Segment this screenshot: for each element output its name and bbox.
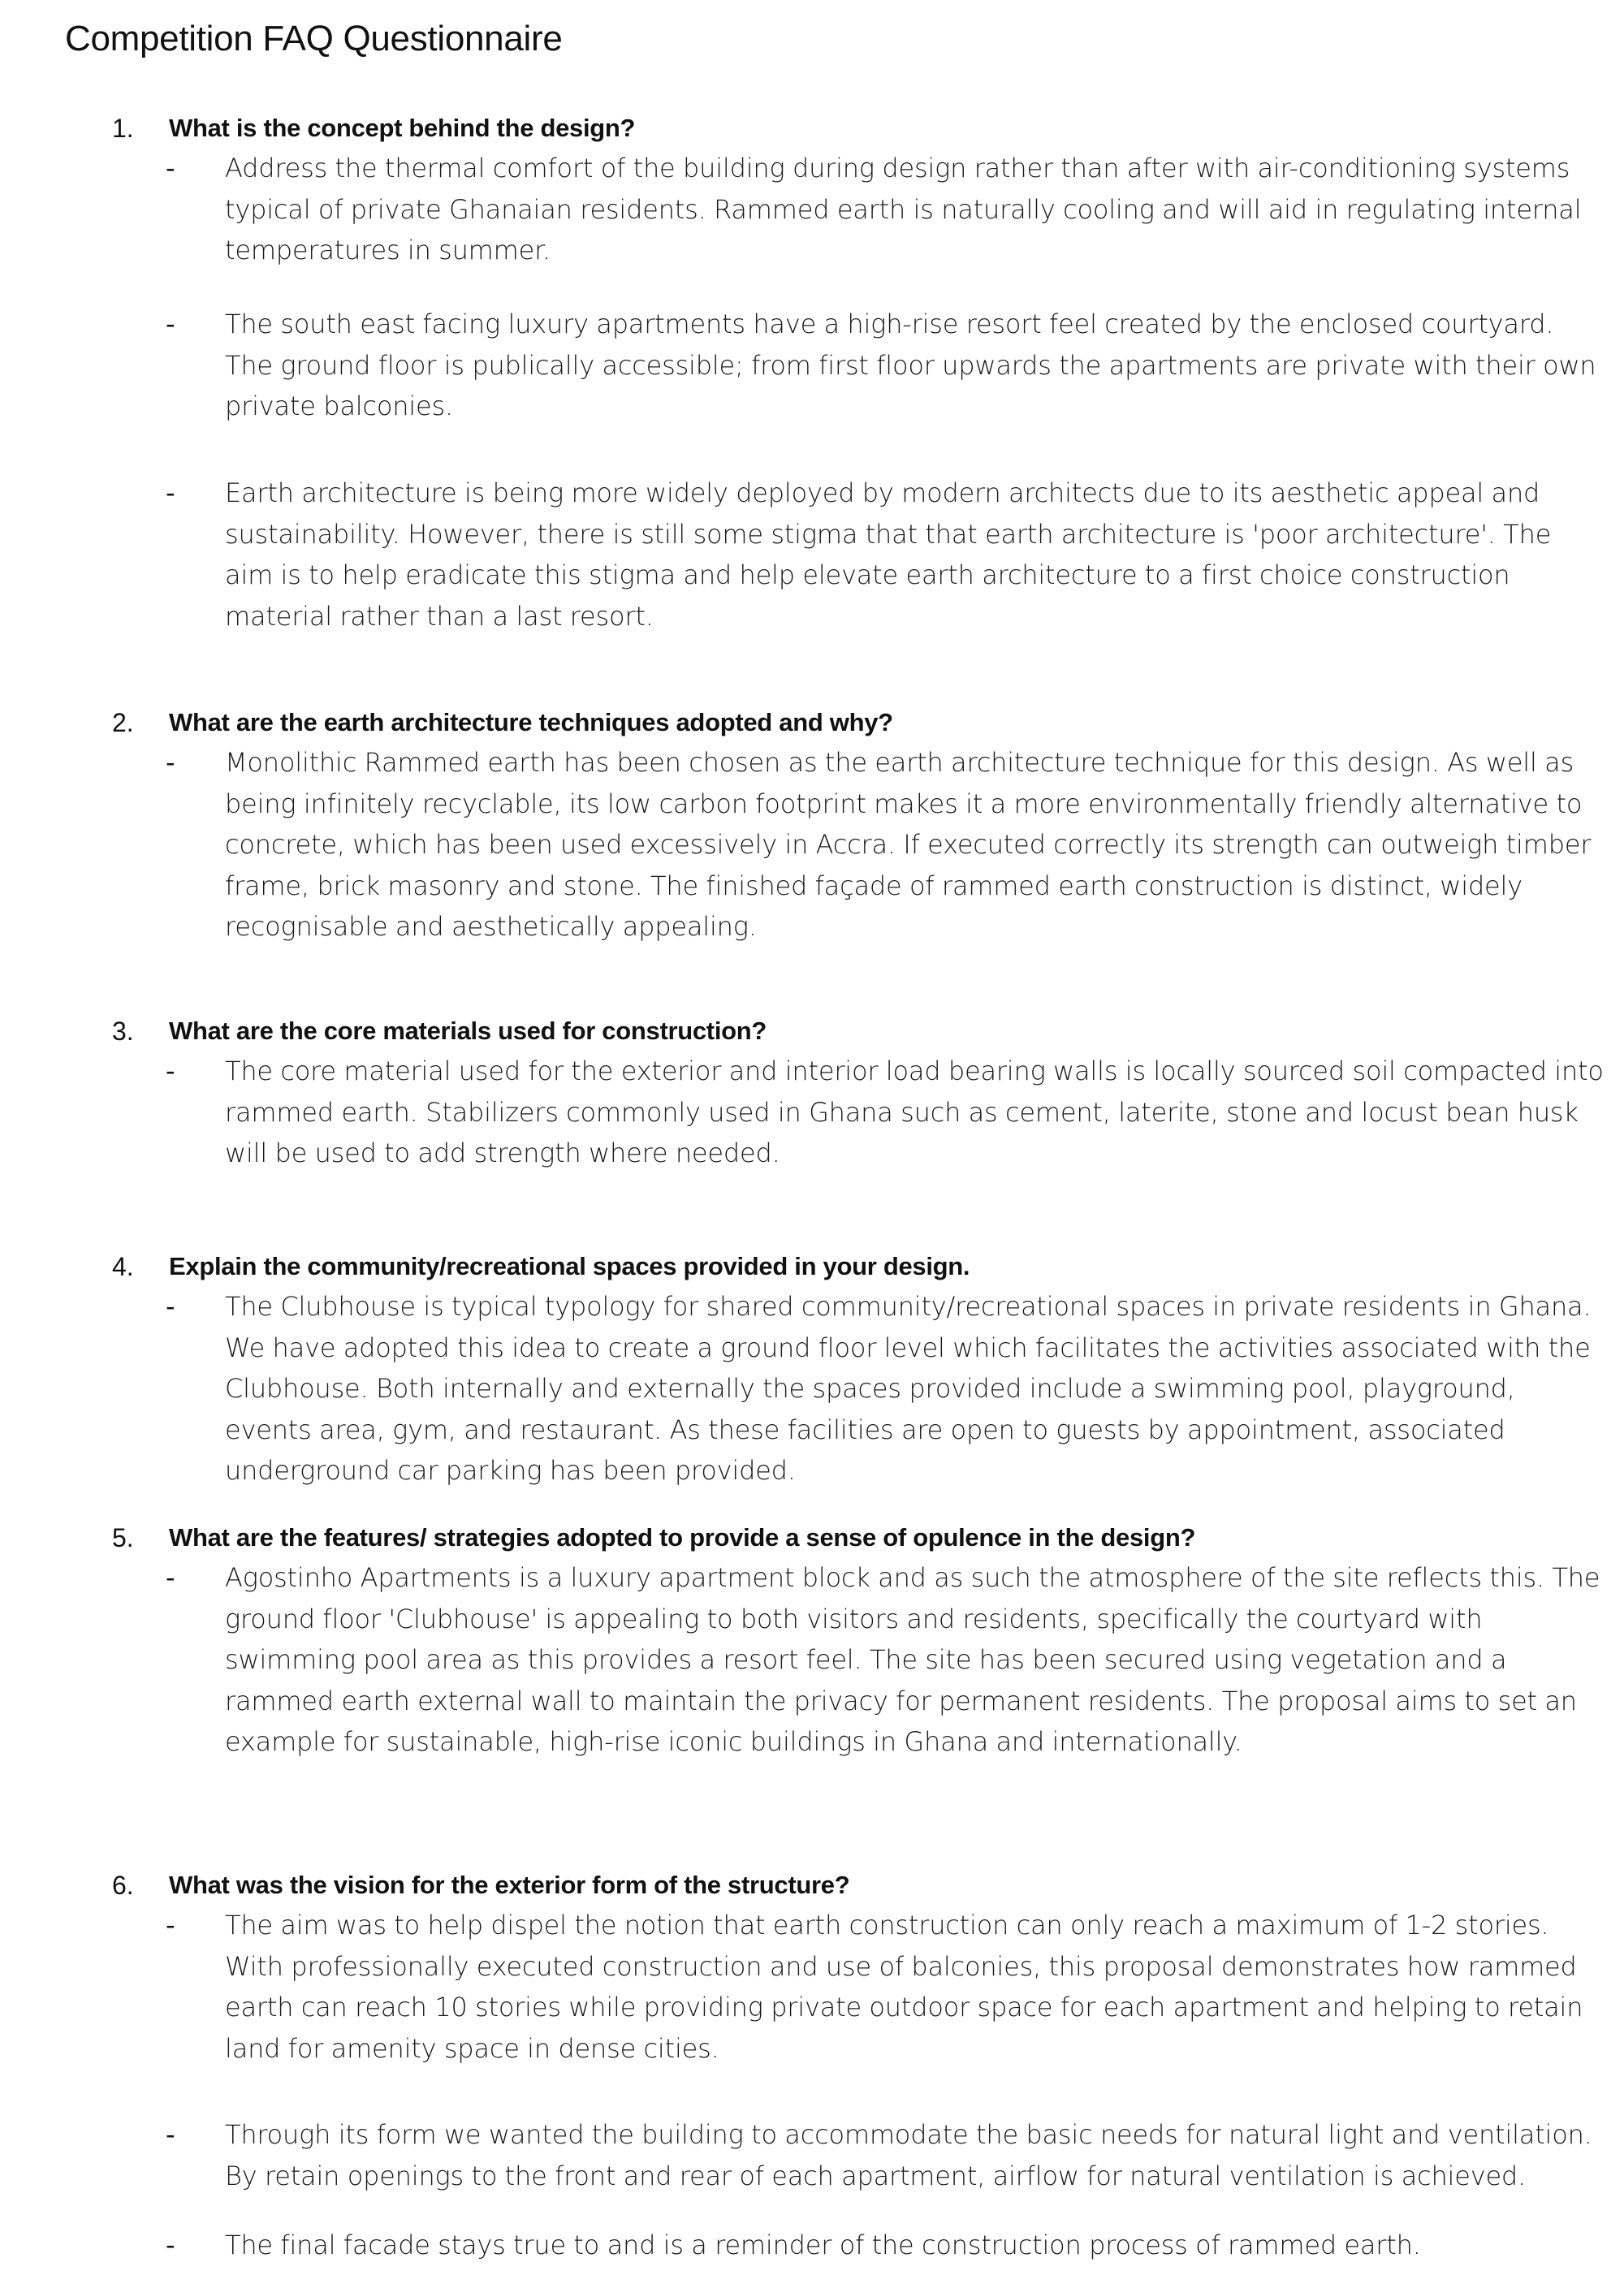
question-heading: What are the core materials used for construction? [169,1017,767,1045]
answer-text: Through its form we wanted the building to accommodate the basic needs for natural light and ventilation. By retain openings to the front and rear of each apartment, airflow for natural ventilation is achieved. [225,2119,1592,2191]
bullet-dash: - [166,1056,175,1086]
answer-text: The Clubhouse is typical typology for shared community/recreational spaces in private residents in Ghana. We have adopted this idea to create a ground floor level which facilitates the activities associated with the Clubhouse. Both internally and externally the spaces provided include a swimming pool, playground, events area, gym, and restaurant. As these facilities are open to guests by appointment, associated underground car parking has been provided. [225,1291,1592,1486]
bullet-dash: - [166,309,175,339]
document-title: Competition FAQ Questionnaire [65,19,563,58]
answer-text: The south east facing luxury apartments have a high-rise resort feel created by the enclosed courtyard. The ground floor is publically accessible; from first floor upwards the apartments are private with their own private balconies. [225,309,1596,421]
answer-text: Agostinho Apartments is a luxury apartment block and as such the atmosphere of the site reflects this. The ground floor 'Clubhouse' is appealing to both visitors and residents, specifically the courtyard with swimming pool area as this provides a resort feel. The site has been secured using vegetation and a rammed earth external wall to maintain the privacy for permanent residents. The proposal aims to set an example for sustainable, high-rise iconic buildings in Ghana and internationally. [225,1562,1600,1757]
bullet-dash: - [166,153,175,183]
answer-text: The core material used for the exterior and interior load bearing walls is locally sourced soil compacted into rammed earth. Stabilizers commonly used in Ghana such as cement, laterite, stone and locust bean husk will be used to add strength where needed. [225,1056,1604,1168]
answer-text: The aim was to help dispel the notion that earth construction can only reach a maximum of 1-2 stories. With professionally executed construction and use of balconies, this proposal demonstrates how rammed earth can reach 10 stories while providing private outdoor space for each apartment and helping to retain land for amenity space in dense cities. [225,1910,1583,2064]
answer-text: The final facade stays true to and is a reminder of the construction process of rammed earth. [225,2230,1421,2260]
question-number: 1. [112,114,134,143]
question-heading: What are the features/ strategies adopted to provide a sense of opulence in the design? [169,1523,1196,1552]
question-heading: What are the earth architecture techniques adopted and why? [169,708,893,736]
question-number: 4. [112,1252,134,1281]
question-heading: Explain the community/recreational spaces provided in your design. [169,1252,970,1280]
answer-text: Monolithic Rammed earth has been chosen as the earth architecture technique for this design. As well as being infinitely recyclable, its low carbon footprint makes it a more environmentally friendly alternative to concrete, which has been used excessively in Accra. If executed correctly its strength can outweigh timber frame, brick masonry and stone. The finished façade of rammed earth construction is distinct, widely recognisable and aesthetically appealing. [225,747,1592,942]
question-number: 5. [112,1523,134,1552]
bullet-dash: - [166,1562,175,1593]
question-number: 6. [112,1871,134,1900]
answer-text: Earth architecture is being more widely deployed by modern architects due to its aesthetic appeal and sustainability. However, there is still some stigma that that earth architecture is 'poor architecture'. The aim is to help eradicate this stigma and help elevate earth architecture to a first choice construction material rather than a last resort. [225,477,1552,632]
question-heading: What was the vision for the exterior form of the structure? [169,1871,850,1899]
bullet-dash: - [166,2230,175,2260]
question-heading: What is the concept behind the design? [169,114,636,142]
answer-text: Address the thermal comfort of the building during design rather than after with air-conditioning systems typical of private Ghanaian residents. Rammed earth is naturally cooling and will aid in regulating internal temperatures in summer. [225,153,1582,265]
question-number: 3. [112,1017,134,1046]
question-number: 2. [112,708,134,737]
bullet-dash: - [166,477,175,508]
bullet-dash: - [166,747,175,778]
bullet-dash: - [166,2119,175,2150]
bullet-dash: - [166,1291,175,1322]
bullet-dash: - [166,1910,175,1940]
